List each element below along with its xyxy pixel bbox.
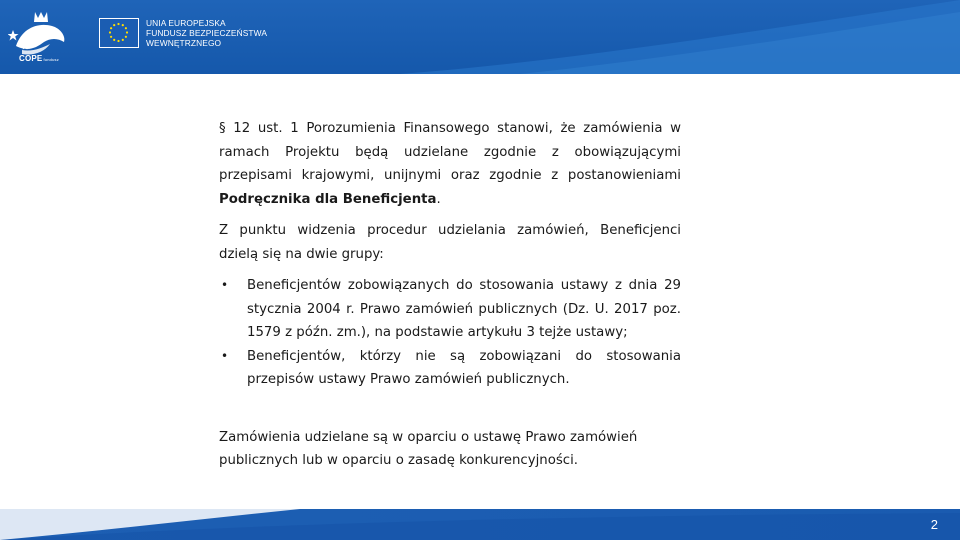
paragraph-beneficiary-groups: Z punktu widzenia procedur udzielania zamówień, Beneficjenci dzielą się na dwie grupy:: [219, 223, 681, 262]
header-swoosh-decoration: [400, 0, 960, 74]
list-item: • Beneficjentów, którzy nie są zobowiązani do stosowania przepisów ustawy Prawo zamówień publicznych.: [219, 345, 681, 392]
eu-line-1: UNIA EUROPEJSKA: [146, 18, 226, 28]
header-bar: [0, 0, 960, 74]
eu-stars-icon: [100, 19, 137, 46]
eu-line-3: WEWNĘTRZNEGO: [146, 38, 222, 48]
paragraph-procurement-basis: Zamówienia udzielane są w oparciu o ustawę Prawo zamówień publicznych lub w oparciu o zasadę konkurencyjności.: [219, 429, 638, 468]
bold-handbook-title: Podręcznika dla Beneficjenta: [219, 191, 437, 207]
page-number: 2: [930, 517, 938, 532]
footer-bar: [0, 509, 960, 540]
eu-line-2: FUNDUSZ BEZPIECZEŃSTWA: [146, 28, 268, 38]
footer-swoosh-decoration: [0, 509, 960, 540]
eu-flag-icon: [99, 18, 139, 48]
bullet-icon: •: [221, 348, 229, 363]
beneficiary-list: [219, 274, 681, 392]
eu-fund-label: [146, 18, 267, 48]
bullet-icon: •: [221, 278, 229, 292]
slide-content: [219, 117, 681, 473]
cope-logo-text: COPEfundusz: [19, 54, 59, 63]
paragraph-regulation: § 12 ust. 1 Porozumienia Finansowego stanowi, że zamówienia w ramach Projektu będą udzielane zgodnie z obowiązującymi przepisami krajowymi, unijnymi oraz zgodnie z postanowieniami Podręcznika dla Beneficjenta.: [219, 121, 681, 207]
list-item: • Beneficjentów zobowiązanych do stosowania ustawy z dnia 29 stycznia 2004 r. Prawo zamówień publicznych (Dz. U. 2017 poz. 1579 z późn. zm.), na podstawie artykułu 3 tejże ustawy;: [219, 274, 681, 345]
